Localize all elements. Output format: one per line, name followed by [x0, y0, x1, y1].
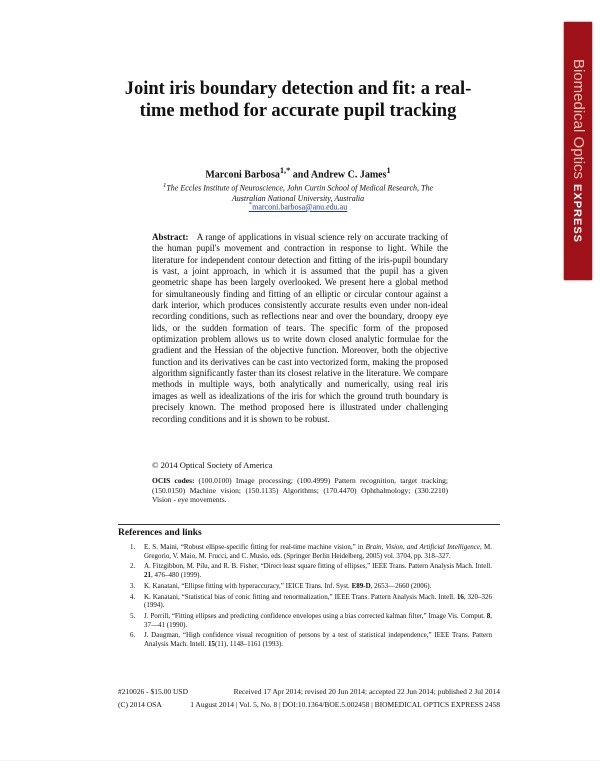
footer-price: #210026 - $15.00 USD [118, 687, 189, 696]
email-text[interactable]: marconi.barbosa@anu.edu.au [252, 202, 348, 212]
abstract-text: A range of applications in visual science rely on accurate tracking of the human pupil's movement and contraction in response to light. While the literature for independent contour detection and fitting of the iris-pupil boundary is vast, a joint approach, in which it is assumed that the pupil has a given geometric shape has been largely overlooked. We present here a global method for simultaneously finding and fitting of an elliptic or circular contour against a dark interior, which produces consistently accurate results even under non-ideal recording conditions, such as reflections near and over the boundary, droopy eye lids, or the sudden formation of tears. The specific form of the proposed optimization problem allows us to write down closed analytic formulae for the gradient and the Hessian of the objective function. Moreover, both the objective function and its derivatives can be cast into vectorized form, making the proposed algorithm significantly faster than its closest relative in the literature. We compare methods in multiple ways, both analytically and numerically, using real iris images as well as idealizations of the iris for which the ground truth boundary is precisely known. The method proposed here is illustrated under challenging recording conditions and it is shown to be robust. [152, 232, 448, 424]
references-heading: References and links [118, 528, 202, 538]
author-1: Marconi Barbosa [205, 169, 280, 181]
author-2: Andrew C. James [310, 169, 387, 181]
reference-text: , 2653—2660 (2006). [370, 581, 432, 590]
author-list [120, 166, 476, 180]
reference-number: 6. [130, 631, 136, 640]
reference-volume: 15 [207, 640, 215, 649]
footer-issue: 1 August 2014 | Vol. 5, No. 8 | DOI:10.1364/BOE.5.002458 | BIOMEDICAL OPTICS EXPRESS 2458 [190, 700, 500, 709]
reference-number: 4. [130, 592, 136, 601]
reference-text: , 37—41 (1990). [144, 611, 492, 629]
reference-text: A. Fitzgibbon, M. Pilu, and R. B. Fisher, “Direct least square fitting of ellipses,” IEEE Trans. Pattern Analysis Mach. Intell. [144, 562, 492, 571]
email-sup: * [248, 201, 253, 208]
affiliation-sup: 1 [162, 182, 167, 189]
reference-number: 5. [130, 611, 136, 620]
abstract-label: Abstract: [152, 232, 189, 242]
reference-text: (11), 1148–1161 (1993). [214, 640, 284, 649]
reference-text: J. Daugman, “High confidence visual recognition of persons by a test of statistical independence,” IEEE Trans. Pattern Analysis Mach. Intell. [144, 631, 492, 649]
footer-dates: Received 17 Apr 2014; revised 20 Jun 2014; accepted 22 Jun 2014; published 2 Jul 2014 [233, 687, 500, 696]
reference-text: K. Kanatani, “Statistical bias of conic fitting and renormalization,” IEEE Trans. Pattern Analysis Mach. Intell. [144, 592, 457, 601]
reference-item [130, 543, 492, 560]
reference-volume: 8 [486, 611, 491, 620]
footer-received-line [118, 687, 500, 696]
journal-banner [564, 22, 592, 280]
reference-list [130, 543, 492, 651]
author-email[interactable] [150, 201, 446, 212]
ocis-codes [152, 476, 448, 505]
reference-item [130, 612, 492, 629]
reference-text: K. Kanatani, “Ellipse fitting with hyperaccuracy,” IEICE Trans. Inf. Syst. [144, 581, 352, 590]
section-divider [118, 524, 500, 525]
journal-banner-text [569, 59, 587, 243]
ocis-label: OCIS codes: [152, 476, 195, 485]
abstract [152, 232, 448, 425]
reference-text: J. Porrill, “Fitting ellipses and predicting confidence envelopes using a bias corrected kalman filter,” Image Vis. Comput. [144, 611, 487, 620]
reference-item [130, 593, 492, 610]
reference-volume: 21 [144, 571, 151, 580]
author-1-sup: 1,* [279, 166, 291, 175]
reference-number: 2. [130, 562, 136, 571]
reference-item [130, 562, 492, 579]
reference-item [130, 631, 492, 648]
reference-italic: Brain, Vision, and Artificial Intelligence [365, 543, 481, 551]
reference-volume: 16 [456, 592, 464, 601]
journal-express: EXPRESS [571, 184, 583, 244]
reference-volume: E89-D [351, 581, 371, 590]
footer-issue-line [118, 700, 500, 709]
reference-number: 1. [130, 543, 136, 551]
affiliation-text: The Eccles Institute of Neuroscience, John Curtin School of Medical Research, The Australian National University, Australia [166, 183, 433, 203]
paper-title: Joint iris boundary detection and fit: a real-time method for accurate pupil tracking [124, 79, 472, 121]
copyright-notice: © 2014 Optical Society of America [152, 460, 273, 470]
reference-text: , M. Gregorio, V. Maio, M. Frucci, and C. Musio, eds. (Springer Berlin Heidelberg, 2005) vol. 3704, pp. 318–327. [144, 543, 492, 560]
author-join: and [290, 169, 311, 181]
reference-text: E. S. Maini, “Robust ellipse-specific fitting for real-time machine vision,” in [144, 543, 366, 551]
author-2-sup: 1 [386, 166, 391, 175]
reference-item [130, 582, 492, 591]
reference-text: , 476–480 (1999). [151, 571, 202, 580]
journal-name: Biomedical Optics [570, 58, 587, 180]
reference-text: , 320–326 (1994). [144, 592, 492, 610]
page-bottom-rule [0, 760, 600, 761]
footer-copyright: (C) 2014 OSA [118, 700, 162, 709]
ocis-text: (100.0100) Image processing; (100.4999) Pattern recognition, target tracking; (150.0150) Machine vision; (150.1135) Algorithms; (170.4470) Ophthalmology; (330.2210) Vision - eye movements. [152, 476, 448, 505]
reference-number: 3. [130, 581, 136, 590]
